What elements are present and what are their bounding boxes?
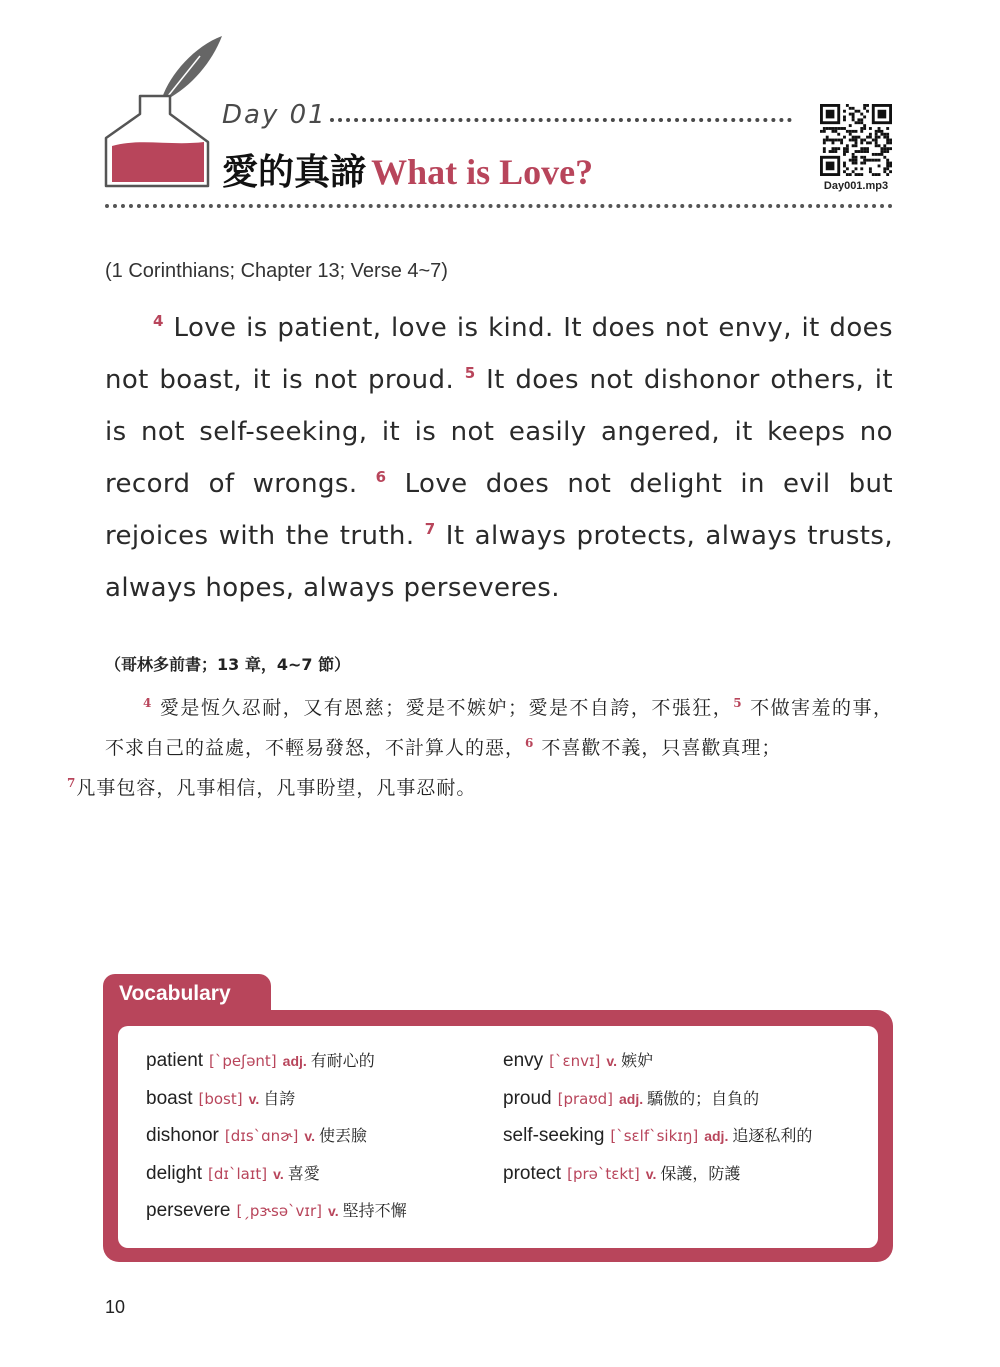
vocabulary-item (503, 1086, 759, 1110)
vocab-meaning: 使丟臉 (318, 1126, 367, 1145)
vocab-pronunciation: [`sɛlf`sikɪŋ] (610, 1127, 699, 1145)
english-reference: (1 Corinthians; Chapter 13; Verse 4~7) (105, 260, 448, 282)
page-number: 10 (105, 1297, 126, 1317)
vocabulary-item (146, 1198, 407, 1222)
verse-text: 不喜歡不義，只喜歡真理； (534, 737, 782, 759)
vocab-word: protect (503, 1162, 562, 1184)
english-passage (105, 302, 893, 614)
verse-text: 愛是恆久忍耐，又有恩慈；愛是不嫉妒；愛是不自誇，不張狂， (152, 697, 734, 719)
vocabulary-item (503, 1123, 812, 1147)
verse-number: 4 (153, 312, 164, 330)
vocab-pronunciation: [prə`tɛkt] (567, 1164, 640, 1183)
vocab-part-of-speech: v. (606, 1053, 618, 1069)
day-dotted-rule (330, 118, 792, 122)
vocab-word: proud (503, 1087, 552, 1109)
day-label: Day 01 (222, 100, 327, 130)
vocab-word: self-seeking (503, 1125, 605, 1146)
verse-text: It always protects, always trusts, always hopes, always perseveres. (105, 521, 893, 603)
chinese-passage (67, 688, 893, 808)
vocabulary-item (146, 1123, 367, 1147)
vocabulary-item (146, 1048, 375, 1072)
verse-number: 7 (424, 520, 436, 538)
vocab-part-of-speech: v. (273, 1165, 284, 1182)
vocab-part-of-speech: adj. (704, 1128, 729, 1144)
verse-number: 5 (464, 364, 476, 382)
verse-text: Love does not delight in evil but rejoices with the truth. (105, 469, 893, 551)
vocab-pronunciation: [dɪs`ɑnɚ] (224, 1127, 299, 1145)
vocabulary-item (146, 1086, 295, 1110)
page-title (222, 144, 593, 195)
qr-code-icon[interactable] (820, 104, 892, 176)
vocab-part-of-speech: v. (304, 1128, 315, 1144)
vocab-meaning: 嫉妒 (621, 1051, 654, 1070)
vocab-meaning: 追逐私利的 (732, 1126, 813, 1145)
verse-text: It does not dishonor others, it is not self-seeking, it is not easily angered, it keeps no record of wrongs. (105, 365, 893, 499)
vocab-word: envy (503, 1050, 544, 1071)
vocab-word: delight (146, 1162, 202, 1184)
verse-number: 5 (733, 696, 743, 710)
vocab-meaning: 堅持不懈 (342, 1201, 407, 1220)
vocab-meaning: 有耐心的 (310, 1051, 375, 1070)
vocab-part-of-speech: adj. (282, 1053, 307, 1069)
verse-number: 7 (67, 776, 77, 790)
vocab-part-of-speech: v. (248, 1090, 260, 1107)
vocabulary-heading: Vocabulary (119, 982, 231, 1005)
title-chinese: 愛的真諦 (222, 152, 367, 193)
vocab-pronunciation: [ˏpɝsə`vɪr] (236, 1202, 323, 1220)
vocab-part-of-speech: v. (645, 1165, 657, 1182)
chinese-reference: （哥林多前書；13 章，4~7 節） (105, 655, 351, 674)
vocab-word: patient (146, 1050, 204, 1071)
verse-number: 6 (375, 468, 387, 486)
vocabulary-tab (103, 974, 271, 1020)
verse-text: Love is patient, love is kind. It does not envy, it does not boast, it is not proud. (105, 313, 893, 395)
verse-text: 凡事包容，凡事相信，凡事盼望，凡事忍耐。 (76, 777, 477, 799)
vocab-part-of-speech: adj. (618, 1090, 644, 1107)
vocab-word: boast (146, 1087, 193, 1109)
vocab-pronunciation: [`peʃənt] (209, 1052, 277, 1070)
header-dotted-rule (105, 204, 893, 208)
vocab-pronunciation: [bost] (198, 1089, 243, 1108)
title-english: What is Love? (371, 152, 594, 192)
vocab-word: persevere (146, 1200, 231, 1221)
vocab-meaning: 喜愛 (287, 1163, 320, 1183)
audio-file-label: Day001.mp3 (823, 180, 889, 192)
vocabulary-item (503, 1161, 740, 1185)
vocab-meaning: 驕傲的；自負的 (647, 1088, 760, 1108)
verse-text: 不做害羞的事，不求自己的益處，不輕易發怒，不計算人的惡， (105, 697, 893, 759)
vocab-pronunciation: [praʊd] (557, 1089, 613, 1108)
vocab-meaning: 自誇 (263, 1088, 296, 1108)
vocabulary-item (146, 1161, 320, 1185)
verse-number: 6 (525, 736, 535, 750)
vocab-word: dishonor (146, 1125, 219, 1146)
vocab-pronunciation: [`ɛnvɪ] (549, 1052, 601, 1070)
vocabulary-item (503, 1048, 653, 1072)
vocab-meaning: 保護，防護 (660, 1163, 741, 1183)
verse-number: 4 (143, 696, 153, 710)
ink-bottle-quill-logo (100, 34, 230, 192)
vocab-part-of-speech: v. (328, 1203, 339, 1219)
vocab-pronunciation: [dɪ`laɪt] (208, 1164, 268, 1183)
